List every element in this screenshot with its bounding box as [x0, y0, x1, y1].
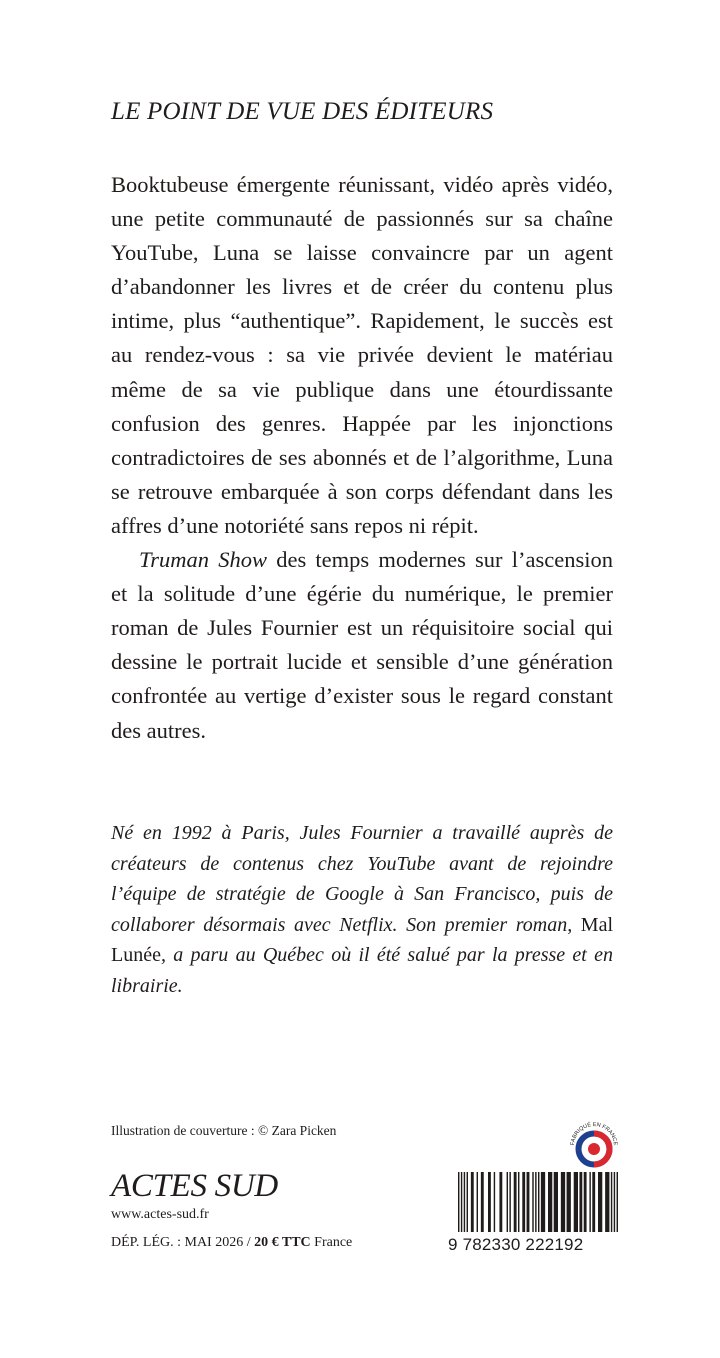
barcode-bar	[617, 1172, 618, 1232]
price: 20 € TTC	[254, 1235, 311, 1250]
barcode-bar	[554, 1172, 558, 1232]
legal-deposit: DÉP. LÉG. : MAI 2026 /	[111, 1235, 255, 1250]
barcode-bar	[598, 1172, 602, 1232]
barcode-bar	[541, 1172, 545, 1232]
blurb-paragraph-1: Booktubeuse émergente réunissant, vidéo après vidéo, une petite communauté de passionnés sur sa chaîne YouTube, Luna se laisse convaincre par un agent d’abandonner les livres et de créer du contenu plus intime, plus “authentique”. Rapidement, le succès est au rendez-vous : sa vie privée devient le matériau même de sa vie publique dans une étourdissante confusion des genres. Happée par les injonctions contradictoires de ses abonnés et de l’algorithme, Luna se retrouve embarquée à son corps défendant dans les affres d’une notoriété sans repos ni répit.	[111, 172, 613, 538]
barcode-bar	[494, 1172, 495, 1232]
barcode-bar	[574, 1172, 578, 1232]
back-cover-blurb	[111, 168, 613, 748]
barcode-bar	[499, 1172, 502, 1232]
barcode-bar	[514, 1172, 517, 1232]
barcode-bar	[535, 1172, 536, 1232]
barcode-bar	[461, 1172, 462, 1232]
barcode-bar	[464, 1172, 465, 1232]
badge-text: FABRIQUÉ EN FRANCE	[569, 1121, 619, 1146]
blurb-paragraph-2-text: des temps modernes sur l’ascension et la solitude d’une égérie du numérique, le premier roman de Jules Fournier est un réquisitoire social qui dessine le portrait lucide et sensible d’une génération confrontée au vertige d’exister sous le regard constant des autres.	[111, 547, 613, 743]
barcode-bar	[467, 1172, 468, 1232]
publisher-logo: ACTES SUD	[111, 1168, 278, 1204]
barcode-bar	[471, 1172, 474, 1232]
price-region: France	[310, 1235, 353, 1250]
barcode-bar	[527, 1172, 530, 1232]
made-in-france-roundel-icon	[566, 1118, 622, 1174]
blurb-paragraph-2	[111, 543, 613, 748]
legal-deposit-price	[111, 1235, 352, 1251]
film-title-reference: Truman Show	[139, 547, 267, 573]
barcode-bar	[614, 1172, 615, 1232]
barcode-bar	[584, 1172, 587, 1232]
barcode-bar	[589, 1172, 590, 1232]
barcode-bar	[488, 1172, 491, 1232]
author-bio	[111, 818, 613, 1001]
cover-illustration-credit: Illustration de couverture : © Zara Picken	[111, 1123, 337, 1138]
barcode-bar	[477, 1172, 478, 1232]
barcode-bar	[522, 1172, 525, 1232]
publisher-website[interactable]: www.actes-sud.fr	[111, 1207, 209, 1222]
barcode-bar	[458, 1172, 459, 1232]
barcode-bar	[592, 1172, 595, 1232]
barcode-bar	[548, 1172, 552, 1232]
barcode-bar	[567, 1172, 571, 1232]
author-bio-text: Né en 1992 à Paris, Jules Fournier a travaillé auprès de créateurs de contenus chez YouTube avant de rejoindre l’équipe de stratégie de Google à San Francisco, puis de collaborer désormais avec Netflix. Son premier roman,	[111, 822, 613, 936]
author-bio-text-end: , a paru au Québec où il été salué par la presse et en librairie.	[111, 944, 613, 997]
barcode-bar	[507, 1172, 508, 1232]
barcode-bar	[538, 1172, 539, 1232]
isbn-number: 9 782330 222192	[448, 1235, 584, 1254]
barcode-bar	[518, 1172, 519, 1232]
barcode-bar	[481, 1172, 484, 1232]
barcode-bar	[605, 1172, 609, 1232]
barcode-bar	[561, 1172, 565, 1232]
barcode-bar	[611, 1172, 612, 1232]
section-heading: LE POINT DE VUE DES ÉDITEURS	[111, 98, 494, 125]
isbn-barcode	[458, 1172, 618, 1232]
barcode-bar	[579, 1172, 582, 1232]
barcode-bar	[509, 1172, 510, 1232]
barcode-bar	[532, 1172, 533, 1232]
previous-novel-title: Mal Lunée	[111, 913, 613, 966]
